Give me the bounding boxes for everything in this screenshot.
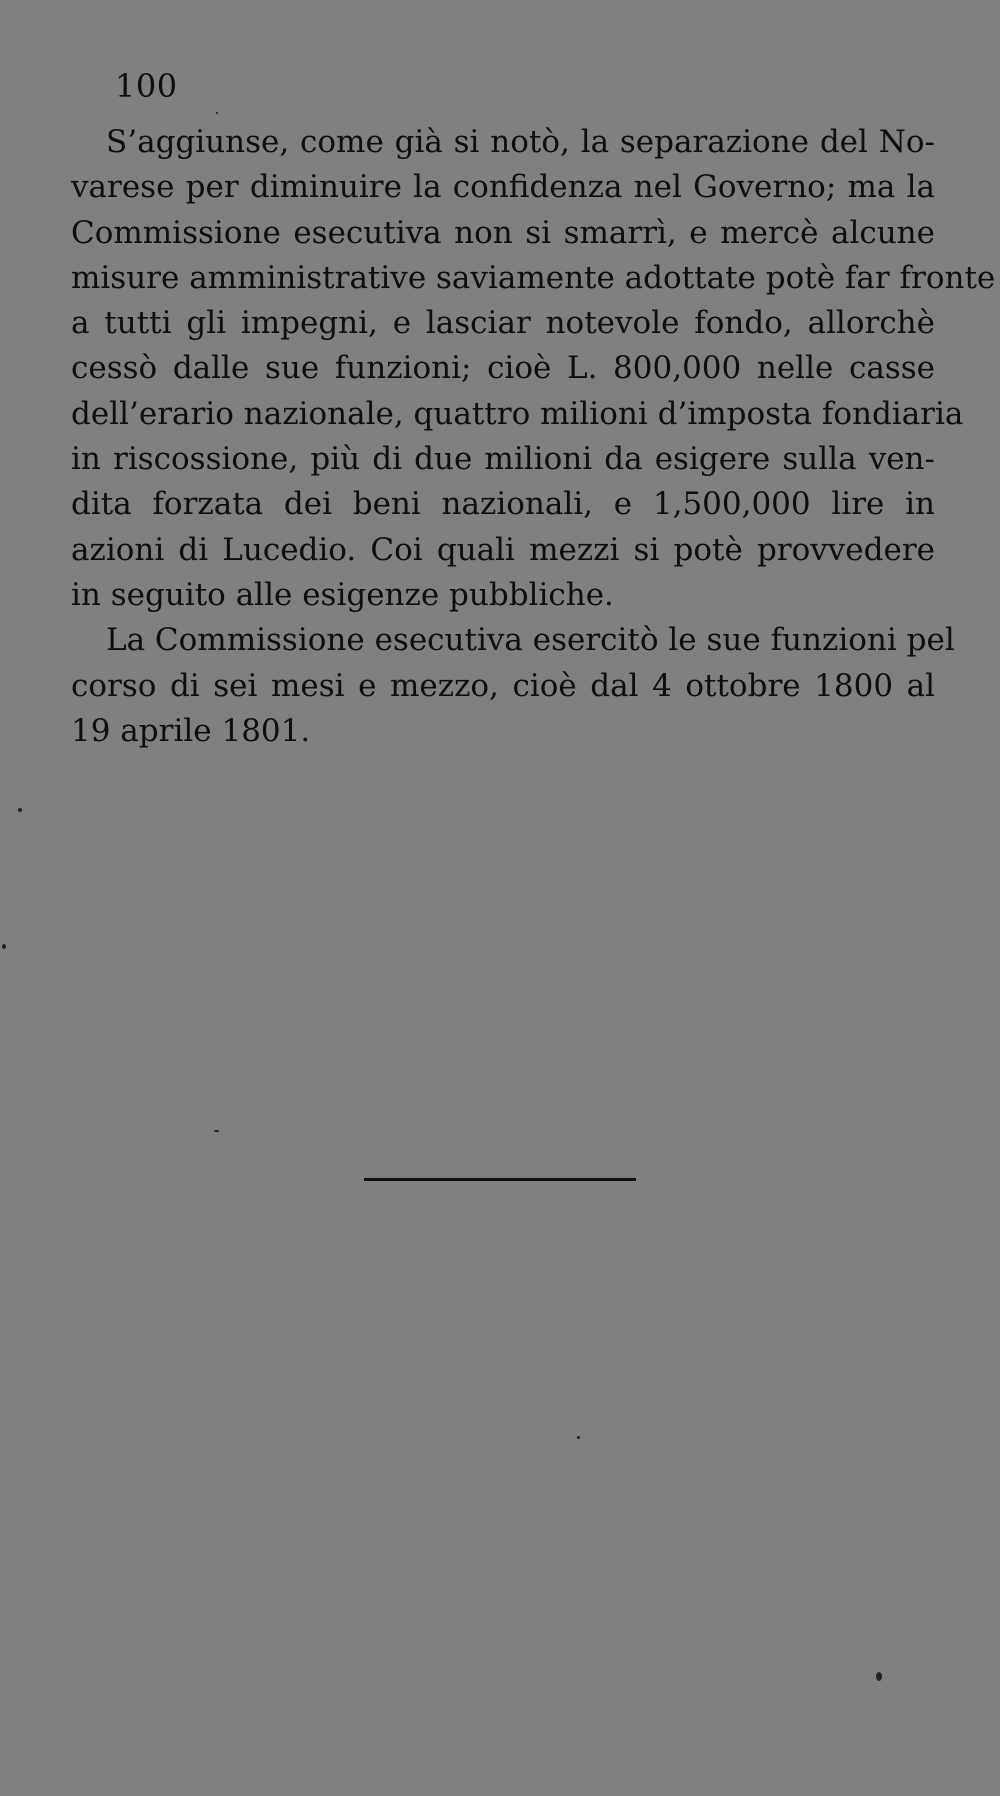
- text-line: dell’erario nazionale, quattro milioni d’imposta fondiaria: [71, 395, 964, 432]
- paragraph-1: [71, 120, 996, 618]
- paragraph-2: [71, 618, 955, 754]
- page-number: 100: [115, 67, 178, 105]
- text-line: in seguito alle esigenze pubbliche.: [71, 576, 614, 613]
- scan-speck: [18, 808, 22, 812]
- text-line: corso di sei mesi e mezzo, cioè dal 4 ottobre 1800 al: [71, 667, 935, 704]
- text-line: Commissione esecutiva non si smarrì, e mercè alcune: [71, 214, 935, 251]
- text-line: 19 aprile 1801.: [71, 712, 311, 749]
- text-line: varese per diminuire la confidenza nel Governo; ma la: [71, 169, 935, 206]
- scan-speck: [577, 1436, 580, 1439]
- scan-speck: [2, 944, 6, 949]
- text-line: La Commissione esecutiva esercitò le sue funzioni pel: [106, 622, 955, 659]
- scan-speck: [214, 1130, 219, 1132]
- body-text: [71, 120, 996, 754]
- scan-speck: [216, 112, 218, 114]
- section-end-rule: [364, 1178, 636, 1181]
- scan-speck: [876, 1672, 882, 1681]
- text-line: a tutti gli impegni, e lasciar notevole fondo, allorchè: [71, 305, 935, 342]
- text-line: dita forzata dei beni nazionali, e 1,500,000 lire in: [71, 486, 935, 523]
- text-line: in riscossione, più di due milioni da esigere sulla ven-: [71, 441, 935, 478]
- text-line: S’aggiunse, come già si notò, la separazione del No-: [106, 124, 935, 160]
- text-line: azioni di Lucedio. Coi quali mezzi si potè provvedere: [71, 531, 935, 568]
- text-line: cessò dalle sue funzioni; cioè L. 800,000 nelle casse: [71, 350, 935, 387]
- text-line: misure amministrative saviamente adottate potè far fronte: [71, 259, 996, 296]
